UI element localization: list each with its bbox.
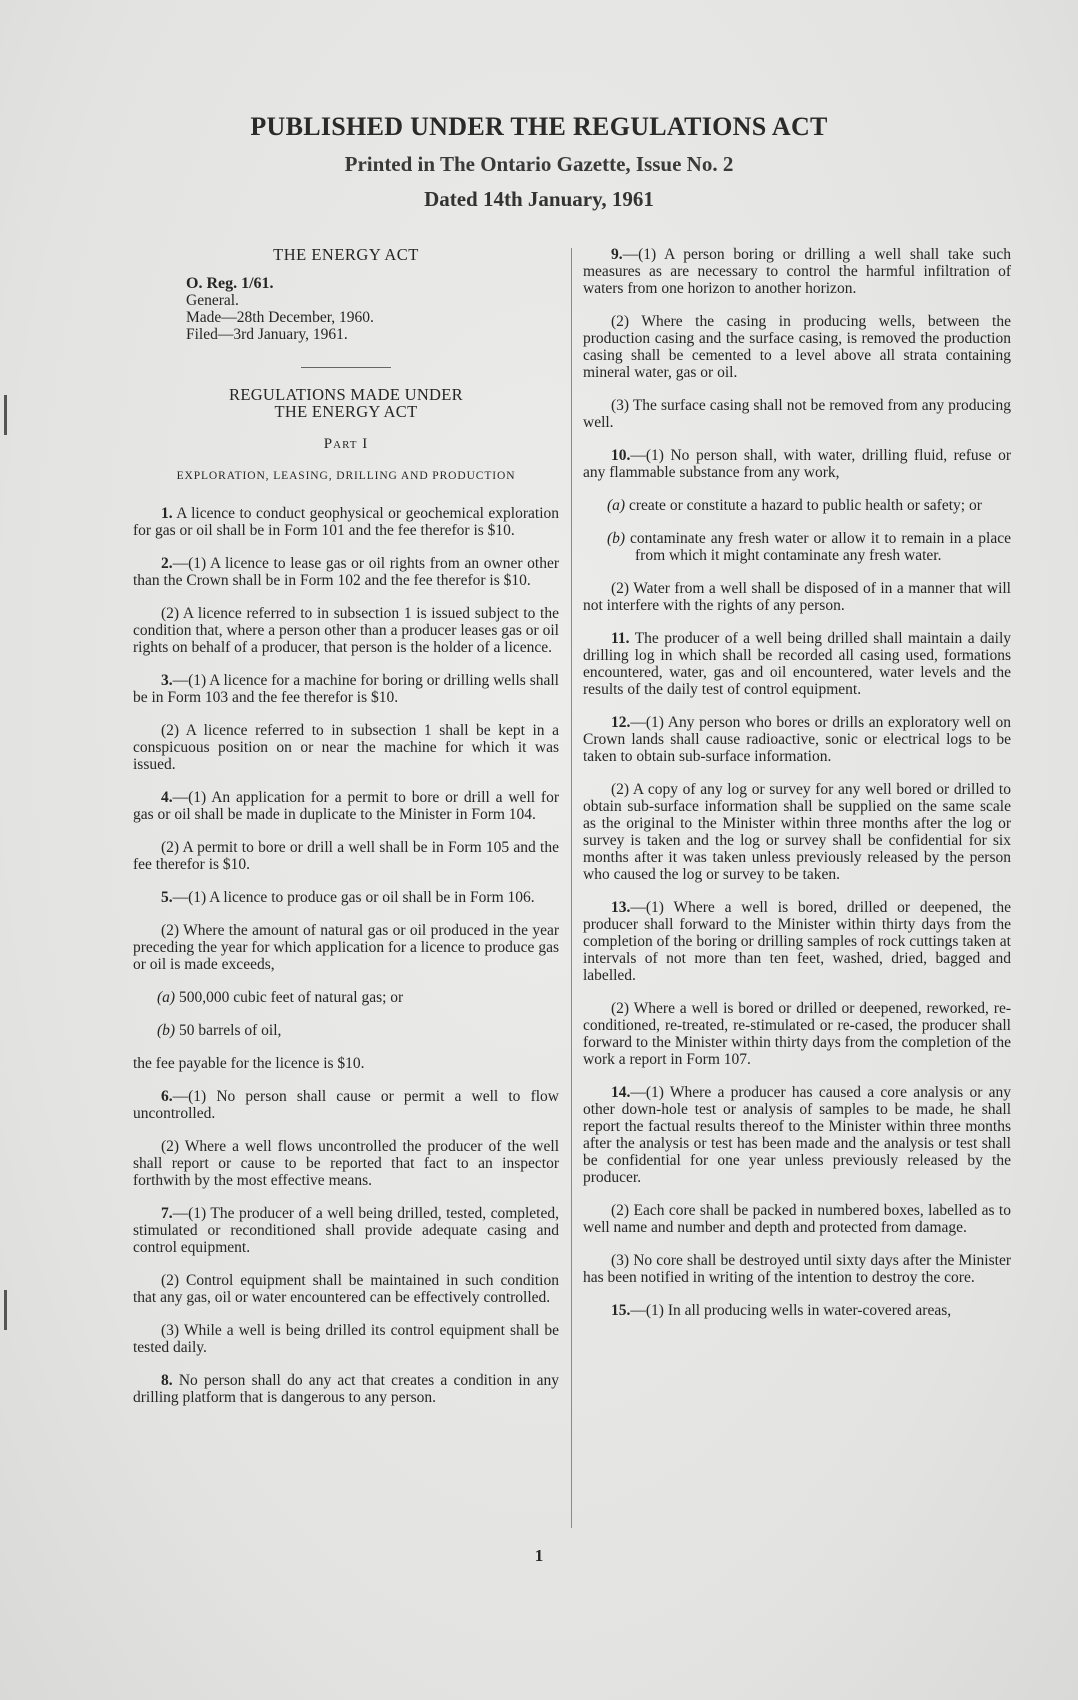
section-7-2: (2) Control equipment shall be maintained in such condition that any gas, oil or water encountered can be effectively controlled. <box>133 1272 559 1306</box>
section-text: —(1) No person shall, with water, drilling fluid, refuse or any flammable substance from any work, <box>583 447 1011 481</box>
section-number: 13. <box>611 899 631 916</box>
section-text: —(1) No person shall cause or permit a well to flow uncontrolled. <box>133 1088 559 1122</box>
part-subheading: EXPLORATION, LEASING, DRILLING AND PRODUCTION <box>176 470 516 482</box>
section-number: 12. <box>611 714 631 731</box>
clause-label: (b) <box>607 530 626 547</box>
regulations-heading-line: THE ENERGY ACT <box>274 402 418 421</box>
page-title: PUBLISHED UNDER THE REGULATIONS ACT <box>250 112 828 141</box>
section-12 <box>583 714 1011 765</box>
page-header <box>0 112 1078 212</box>
left-column <box>133 246 559 1422</box>
section-number: 2. <box>161 555 173 572</box>
section-text: —(1) A person boring or drilling a well shall take such measures as are necessary to control the harmful infiltration of waters from one horizon to another horizon. <box>583 246 1011 297</box>
clause-b <box>583 530 1011 564</box>
clause-b <box>133 1022 559 1039</box>
part-heading: Part I <box>323 436 369 452</box>
section-4-2: (2) A permit to bore or drill a well shall be in Form 105 and the fee therefor is $10. <box>133 839 559 873</box>
section-text: —(1) A licence to produce gas or oil shall be in Form 106. <box>172 889 535 906</box>
section-number: 3. <box>161 672 173 689</box>
column-divider <box>571 248 572 1528</box>
section-number: 14. <box>611 1084 631 1101</box>
section-number: 10. <box>611 447 631 464</box>
regulation-general: General. <box>186 292 239 309</box>
regulation-info <box>186 275 559 343</box>
act-title: THE ENERGY ACT <box>273 245 419 264</box>
section-text: A licence to conduct geophysical or geochemical exploration for gas or oil shall be in Form 101 and the fee therefor is $10. <box>133 505 559 539</box>
section-number: 11. <box>611 630 630 647</box>
section-2-2: (2) A licence referred to in subsection 1 is issued subject to the condition that, where a person other than a producer leases gas or oil rights on behalf of a producer, that person is the holder of a licence. <box>133 605 559 656</box>
binding-mark <box>4 395 7 435</box>
clause-text: 500,000 cubic feet of natural gas; or <box>175 989 404 1006</box>
section-number: 8. <box>161 1372 173 1389</box>
section-15 <box>583 1302 1011 1319</box>
section-5-2: (2) Where the amount of natural gas or oil produced in the year preceding the year for which application for a licence to produce gas or oil is made exceeds, <box>133 922 559 973</box>
section-2 <box>133 555 559 589</box>
section-number: 1. <box>161 505 173 522</box>
section-13-2: (2) Where a well is bored or drilled or deepened, reworked, re-conditioned, re-treated, re-stimulated or re-cased, the producer shall forward to the Minister within thirty days from the completion of the work a report in Form 107. <box>583 1000 1011 1068</box>
section-7-3: (3) While a well is being drilled its control equipment shall be tested daily. <box>133 1322 559 1356</box>
clause-a <box>583 497 1011 514</box>
section-5 <box>133 889 559 906</box>
section-rule <box>301 367 391 368</box>
regulations-heading <box>133 386 559 420</box>
section-7 <box>133 1205 559 1256</box>
section-number: 9. <box>611 246 623 263</box>
section-5-tail: the fee payable for the licence is $10. <box>133 1055 365 1072</box>
section-number: 5. <box>161 889 173 906</box>
section-text: —(1) A licence for a machine for boring or drilling wells shall be in Form 103 and the fee therefor is $10. <box>133 672 559 706</box>
clause-a <box>133 989 559 1006</box>
section-4 <box>133 789 559 823</box>
section-text: —(1) A licence to lease gas or oil rights from an owner other than the Crown shall be in Form 102 and the fee therefor is $10. <box>133 555 559 589</box>
section-text: No person shall do any act that creates a condition in any drilling platform that is dangerous to any person. <box>133 1372 559 1406</box>
section-number: 4. <box>161 789 173 806</box>
section-number: 7. <box>161 1205 173 1222</box>
section-text: —(1) The producer of a well being drilled, tested, completed, stimulated or reconditioned shall provide adequate casing and control equipment. <box>133 1205 559 1256</box>
page-number: 1 <box>534 1546 544 1565</box>
regulation-filed-date: Filed—3rd January, 1961. <box>186 326 348 343</box>
section-number: 6. <box>161 1088 173 1105</box>
section-8 <box>133 1372 559 1406</box>
section-10-2: (2) Water from a well shall be disposed of in a manner that will not interfere with the rights of any person. <box>583 580 1011 614</box>
clause-label: (b) <box>157 1022 176 1039</box>
section-12-2: (2) A copy of any log or survey for any well bored or drilled to obtain sub-surface information shall be supplied on the same scale as the original to the Minister within three months after the log or survey is taken and the log or survey shall be confidential for six months after it was taken unless previously released by the person who caused the log or survey to be taken. <box>583 781 1011 883</box>
clause-text: contaminate any fresh water or allow it to remain in a place from which it might contaminate any fresh water. <box>625 530 1011 564</box>
section-9-2: (2) Where the casing in producing wells, between the production casing and the surface casing, is removed the production casing shall be cemented to a level above all strata containing mineral water, gas or oil. <box>583 313 1011 381</box>
section-number: 15. <box>611 1302 631 1319</box>
section-14-3: (3) No core shall be destroyed until sixty days after the Minister has been notified in writing of the intention to destroy the core. <box>583 1252 1011 1286</box>
section-14-2: (2) Each core shall be packed in numbered boxes, labelled as to well name and number and depth and protected from damage. <box>583 1202 1011 1236</box>
section-10 <box>583 447 1011 481</box>
section-14 <box>583 1084 1011 1186</box>
section-6 <box>133 1088 559 1122</box>
clause-text: 50 barrels of oil, <box>175 1022 282 1039</box>
section-1 <box>133 505 559 539</box>
section-9 <box>583 246 1011 297</box>
section-text: —(1) Where a producer has caused a core analysis or any other down-hole test or analysis of samples to be made, he shall report the factual results thereof to the Minister within three months after the analysis or test has been made and the analysis or test shall be confidential for one year unless previously released by the producer. <box>583 1084 1011 1186</box>
section-13 <box>583 899 1011 984</box>
section-text: —(1) An application for a permit to bore or drill a well for gas or oil shall be made in duplicate to the Minister in Form 104. <box>133 789 559 823</box>
gazette-subtitle: Printed in The Ontario Gazette, Issue No. 2 <box>344 152 734 176</box>
right-column <box>583 246 1011 1335</box>
section-6-2: (2) Where a well flows uncontrolled the producer of the well shall report or cause to be reported that fact to an inspector forthwith by the most effective means. <box>133 1138 559 1189</box>
regulation-number: O. Reg. 1/61. <box>186 275 274 292</box>
clause-text: create or constitute a hazard to public health or safety; or <box>625 497 982 514</box>
section-text: —(1) Any person who bores or drills an exploratory well on Crown lands shall cause radioactive, sonic or electrical logs to be taken to obtain sub-surface information. <box>583 714 1011 765</box>
binding-mark <box>4 1290 7 1330</box>
regulation-made-date: Made—28th December, 1960. <box>186 309 374 326</box>
section-3 <box>133 672 559 706</box>
section-9-3: (3) The surface casing shall not be removed from any producing well. <box>583 397 1011 431</box>
clause-label: (a) <box>157 989 176 1006</box>
regulations-heading-line: REGULATIONS MADE UNDER <box>229 385 463 404</box>
section-3-2: (2) A licence referred to in subsection 1 shall be kept in a conspicuous position on or near the machine for which it was issued. <box>133 722 559 773</box>
section-text: The producer of a well being drilled shall maintain a daily drilling log in which shall be recorded all casing used, formations encountered, water, gas and oil encountered, water levels and the results of the daily test of control equipment. <box>583 630 1011 698</box>
section-text: —(1) In all producing wells in water-covered areas, <box>630 1302 952 1319</box>
publication-date: Dated 14th January, 1961 <box>424 187 654 211</box>
clause-label: (a) <box>607 497 626 514</box>
section-11 <box>583 630 1011 698</box>
section-text: —(1) Where a well is bored, drilled or deepened, the producer shall forward to the Minister within thirty days from the completion of the boring or drilling samples of rock cuttings taken at intervals of not more than ten feet, washed, dried, bagged and labelled. <box>583 899 1011 984</box>
